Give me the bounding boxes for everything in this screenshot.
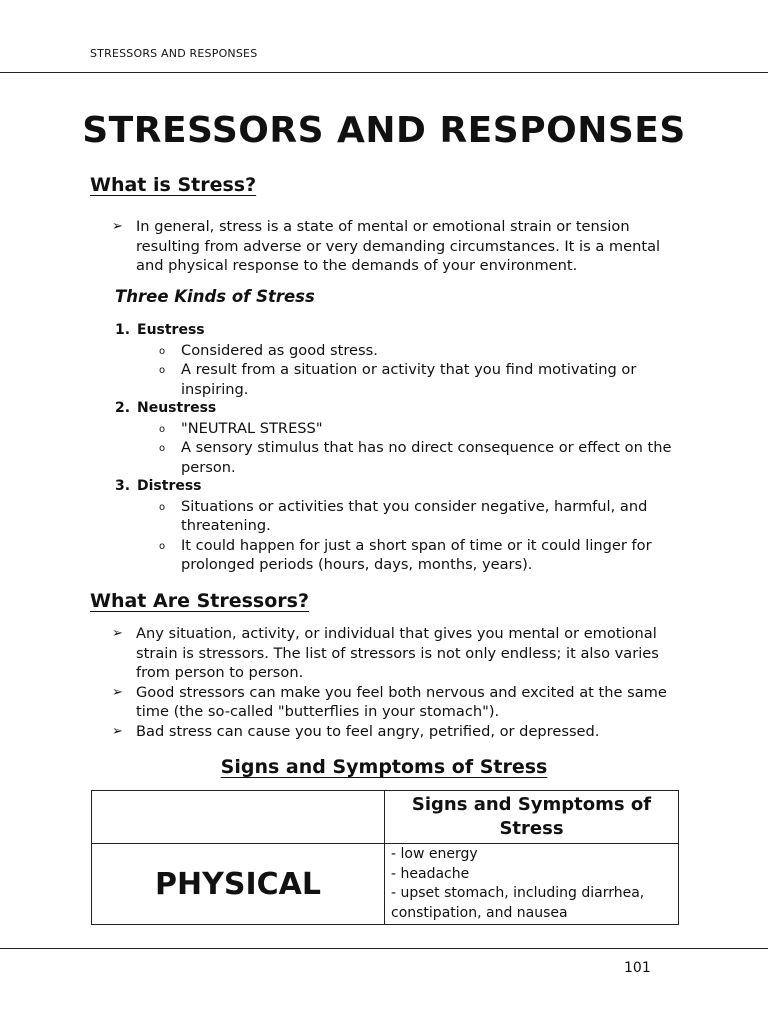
- list-item-text: It could happen for just a short span of time or it could linger for prolonged periods (hours, days, months, years).: [181, 536, 652, 573]
- list-item: [112, 624, 682, 683]
- list-item-text: Situations or activities that you consider negative, harmful, and threatening.: [181, 497, 648, 534]
- running-head: STRESSORS AND RESPONSES: [90, 47, 258, 60]
- list-item-text: Bad stress can cause you to feel angry, petrified, or depressed.: [136, 722, 600, 740]
- category-cell: PHYSICAL: [92, 844, 385, 925]
- kind-name: Eustress: [137, 322, 205, 338]
- symptom-item: - upset stomach, including diarrhea, constipation, and nausea: [391, 885, 645, 921]
- list-item-text: "NEUTRAL STRESS": [181, 419, 323, 437]
- table-row: [92, 844, 679, 925]
- header-rule: [0, 72, 768, 73]
- circle-bullet-icon: o: [159, 423, 166, 435]
- list-item: [112, 217, 682, 276]
- kind-number: 3.: [115, 478, 131, 494]
- list-item: [112, 683, 682, 722]
- stress-definition-list: [112, 217, 682, 276]
- kind-number: 1.: [115, 322, 131, 338]
- arrow-bullet-icon: ➢: [112, 626, 123, 641]
- kind-neustress: [115, 399, 685, 477]
- circle-bullet-icon: o: [159, 365, 166, 376]
- circle-bullet-icon: o: [159, 540, 166, 552]
- list-item-text: In general, stress is a state of mental or emotional strain or tension resulting from adverse or very demanding circumstances. It is a mental and physical response to the demands of your environment.: [136, 218, 661, 274]
- list-item: [155, 438, 685, 477]
- symptom-item: - low energy: [391, 846, 478, 862]
- circle-bullet-icon: o: [159, 345, 166, 357]
- circle-bullet-icon: o: [159, 443, 166, 454]
- symptom-item: - headache: [391, 865, 470, 882]
- list-item-text: Any situation, activity, or individual that gives you mental or emotional strain is stressors. The list of stressors is not only endless; it also varies from person to person.: [136, 625, 659, 681]
- list-item: [155, 360, 685, 399]
- kinds-of-stress-list: [115, 321, 685, 575]
- arrow-bullet-icon: ➢: [112, 684, 123, 700]
- footer-rule: [0, 948, 768, 949]
- kind-name: Distress: [137, 478, 202, 494]
- kind-distress: [115, 477, 685, 575]
- page-title: STRESSORS AND RESPONSES: [82, 110, 686, 151]
- list-item: [155, 497, 685, 536]
- kind-name: Neustress: [137, 400, 217, 416]
- list-item: [155, 419, 685, 439]
- list-item: [155, 536, 685, 575]
- table-header-cell: [92, 791, 385, 844]
- list-item-text: Good stressors can make you feel both nervous and excited at the same time (the so-called "butterflies in your stomach").: [136, 683, 667, 720]
- section-heading-what-is-stress: What is Stress?: [90, 174, 257, 196]
- stressors-list: [112, 624, 682, 741]
- list-item: [112, 722, 682, 742]
- page-number: 101: [624, 960, 651, 976]
- list-item-text: A result from a situation or activity that you find motivating or inspiring.: [181, 361, 637, 398]
- table-header-row: [92, 791, 679, 844]
- table-title: Signs and Symptoms of Stress: [220, 756, 548, 778]
- kind-number: 2.: [115, 400, 131, 416]
- subheading-three-kinds: Three Kinds of Stress: [115, 287, 315, 306]
- table-header-text: Signs and Symptoms of Stress: [411, 794, 652, 839]
- list-item-text: A sensory stimulus that has no direct consequence or effect on the person.: [181, 439, 672, 476]
- list-item-text: Considered as good stress.: [181, 341, 378, 359]
- arrow-bullet-icon: ➢: [112, 219, 123, 234]
- circle-bullet-icon: o: [159, 501, 166, 513]
- section-heading-what-are-stressors: What Are Stressors?: [90, 590, 309, 612]
- table-header-cell: [385, 791, 679, 844]
- signs-symptoms-table: [91, 790, 679, 925]
- kind-eustress: [115, 321, 685, 399]
- symptoms-cell: [385, 844, 679, 925]
- arrow-bullet-icon: ➢: [112, 723, 123, 739]
- list-item: [155, 341, 685, 361]
